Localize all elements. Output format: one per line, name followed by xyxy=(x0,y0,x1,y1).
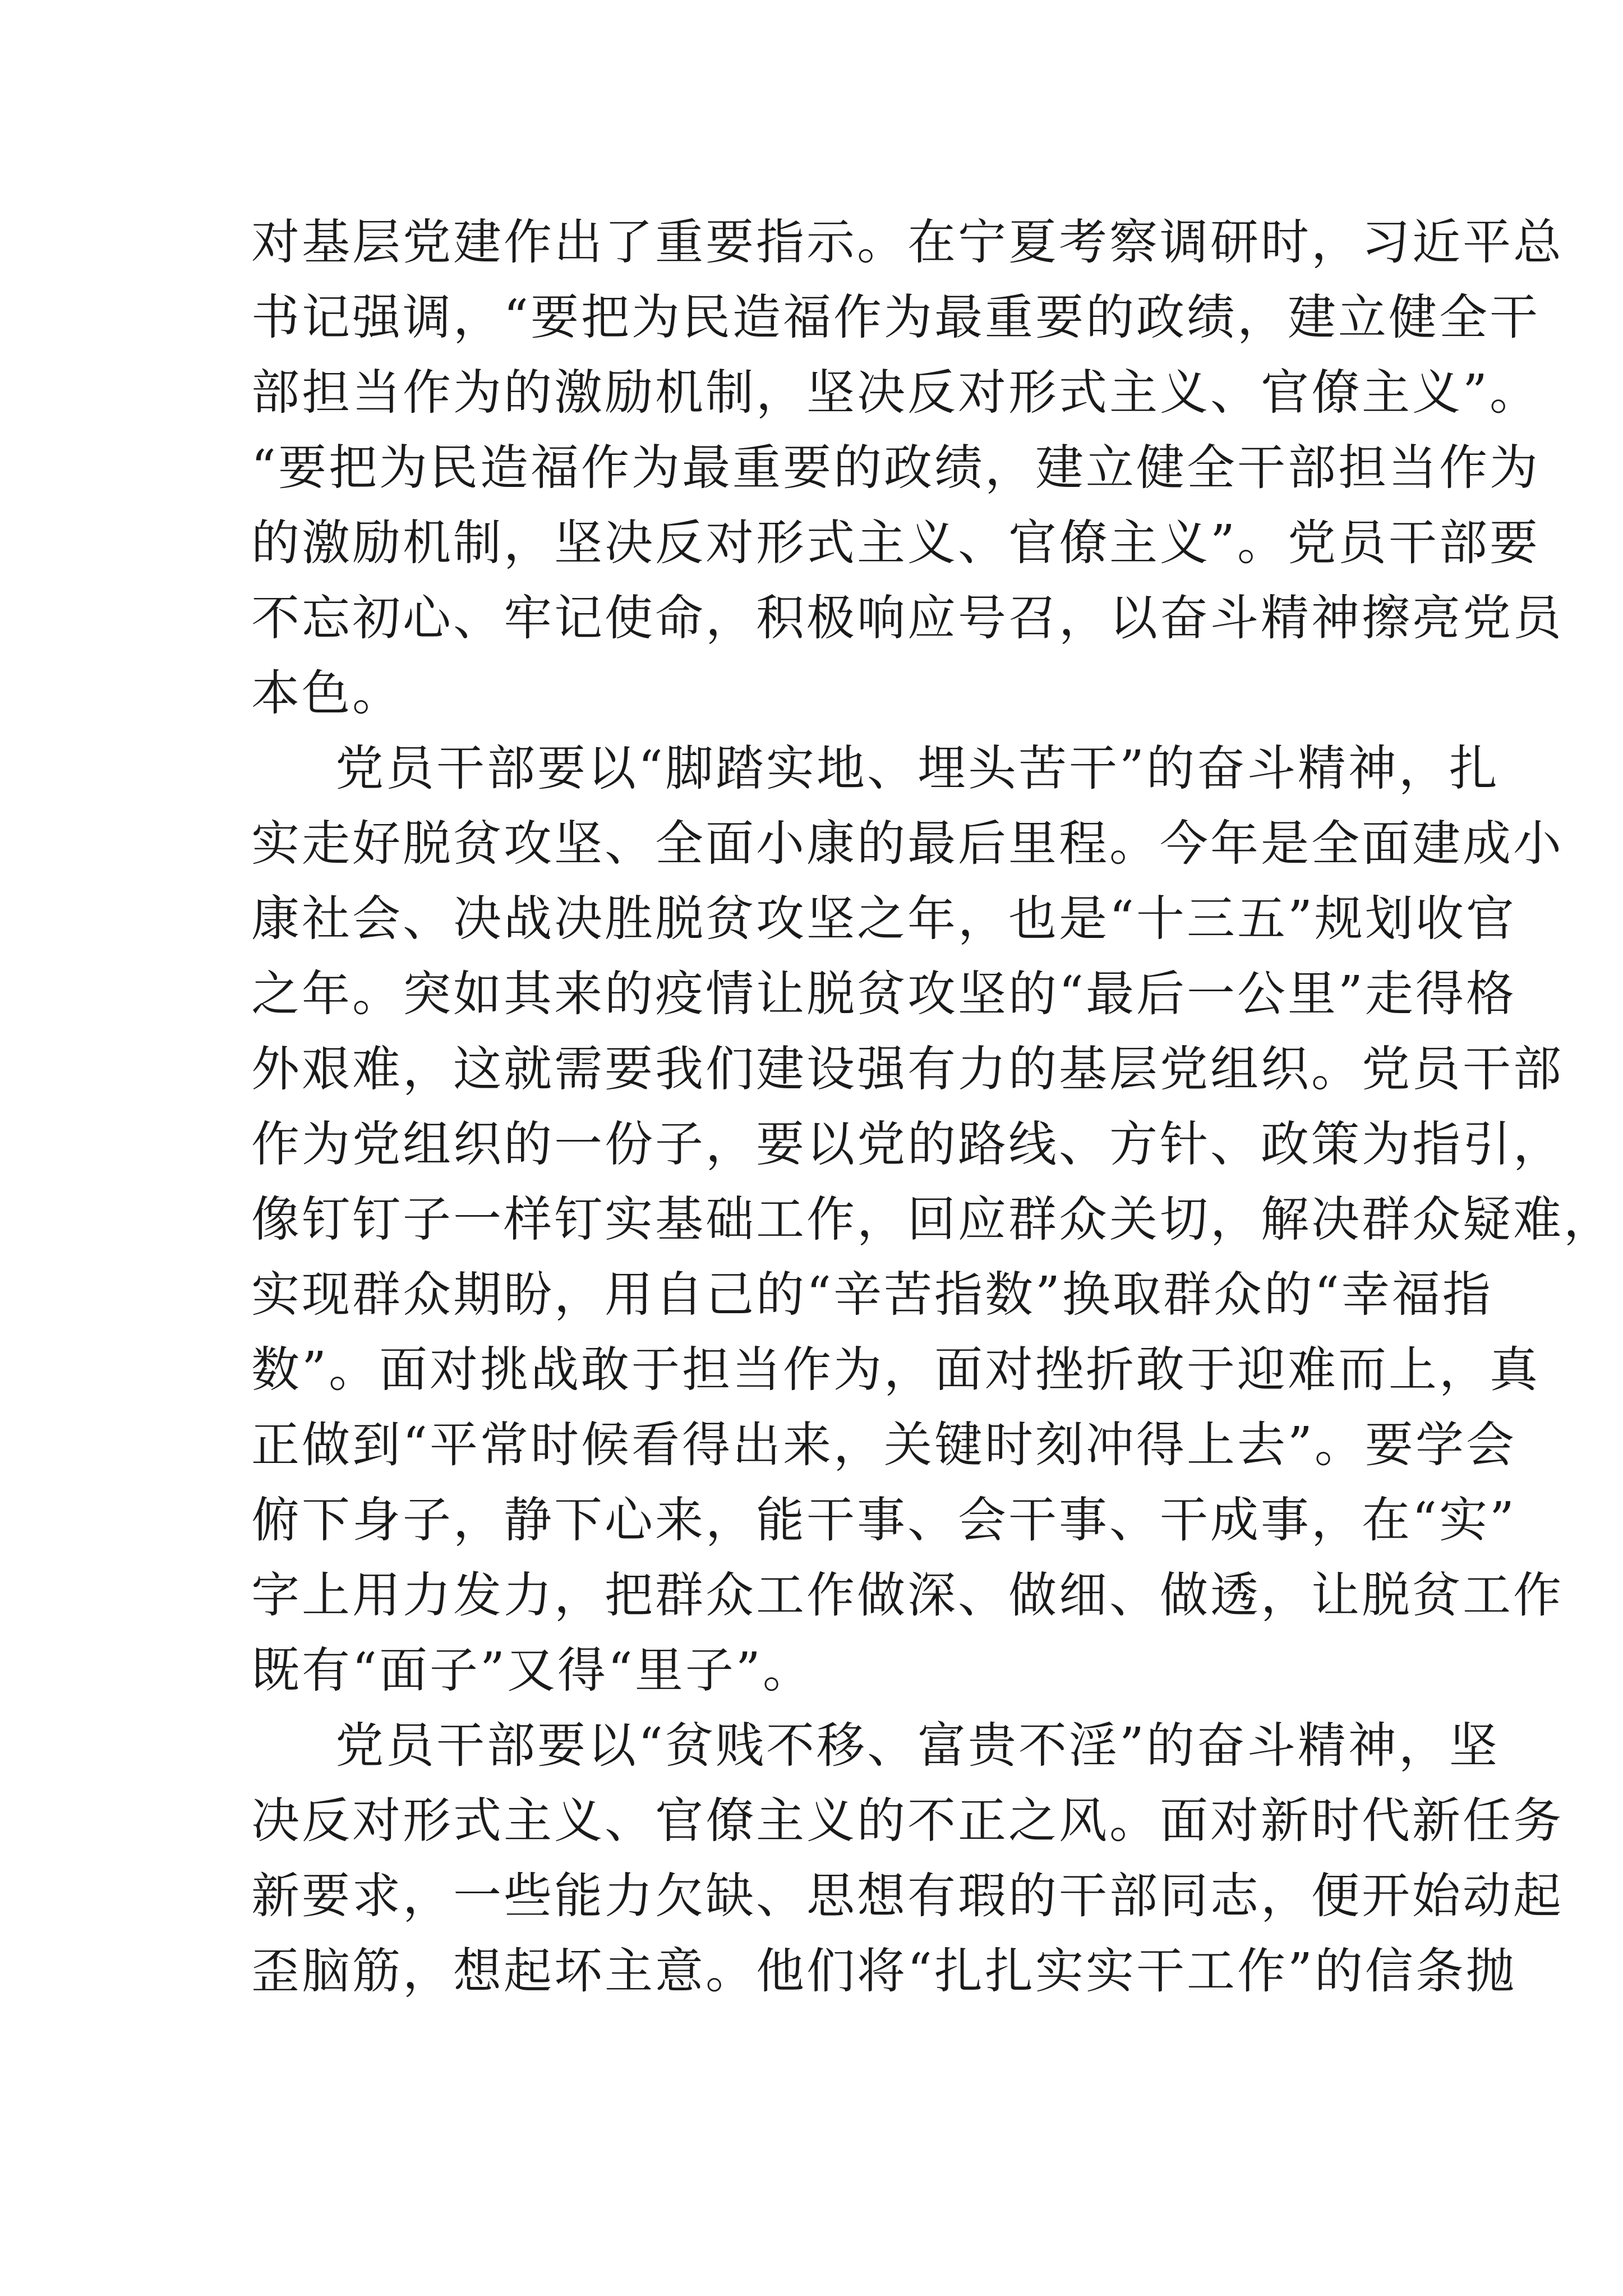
text-line: 像钉钉子一样钉实基础工作，回应群众关切，解决群众疑难， xyxy=(251,1191,1614,1248)
text-line: 部担当作为的激励机制，坚决反对形式主义、官僚主义”。 xyxy=(251,365,1540,421)
text-line: 实走好脱贫攻坚、全面小康的最后里程。今年是全面建成小 xyxy=(251,816,1564,872)
paragraph-first-line: 党员干部要以“脚踏实地、埋头苦干”的奋斗精神，扎 xyxy=(335,740,1500,797)
text-line: 正做到“平常时候看得出来，关键时刻冲得上去”。要学会 xyxy=(251,1417,1516,1473)
text-line: 既有“面子”又得“里子”。 xyxy=(251,1642,813,1699)
text-line: 新要求，一些能力欠缺、思想有瑕的干部同志，便开始动起 xyxy=(251,1868,1564,1924)
text-line: 数”。面对挑战敢于担当作为，面对挫折敢于迎难而上，真 xyxy=(251,1342,1540,1398)
paragraph-first-line: 党员干部要以“贫贱不移、富贵不淫”的奋斗精神，坚 xyxy=(335,1718,1500,1774)
text-line: 康社会、决战决胜脱贫攻坚之年，也是“十三五”规划收官 xyxy=(251,891,1516,947)
text-line: 之年。突如其来的疫情让脱贫攻坚的“最后一公里”走得格 xyxy=(251,966,1516,1022)
text-line: 实现群众期盼，用自己的“辛苦指数”换取群众的“幸福指 xyxy=(251,1267,1493,1323)
text-line: 作为党组织的一份子，要以党的路线、方针、政策为指引， xyxy=(251,1116,1564,1172)
text-line: 字上用力发力，把群众工作做深、做细、做透，让脱贫工作 xyxy=(251,1567,1564,1623)
text-line: 的激励机制，坚决反对形式主义、官僚主义”。党员干部要 xyxy=(251,515,1540,571)
text-line: 决反对形式主义、官僚主义的不正之风。面对新时代新任务 xyxy=(251,1793,1564,1849)
text-line: 不忘初心、牢记使命，积极响应号召，以奋斗精神擦亮党员 xyxy=(251,590,1564,646)
text-line: 歪脑筋，想起坏主意。他们将“扎扎实实干工作”的信条抛 xyxy=(251,1943,1516,1999)
text-line: 对基层党建作出了重要指示。在宁夏考察调研时，习近平总 xyxy=(251,214,1564,270)
text-line: 书记强调，“要把为民造福作为最重要的政绩，建立健全干 xyxy=(251,289,1540,346)
text-line: 本色。 xyxy=(251,665,403,721)
text-line: “要把为民造福作为最重要的政绩，建立健全干部担当作为 xyxy=(251,440,1540,496)
text-line: 俯下身子，静下心来，能干事、会干事、干成事，在“实” xyxy=(251,1492,1516,1548)
text-line: 外艰难，这就需要我们建设强有力的基层党组织。党员干部 xyxy=(251,1041,1564,1097)
